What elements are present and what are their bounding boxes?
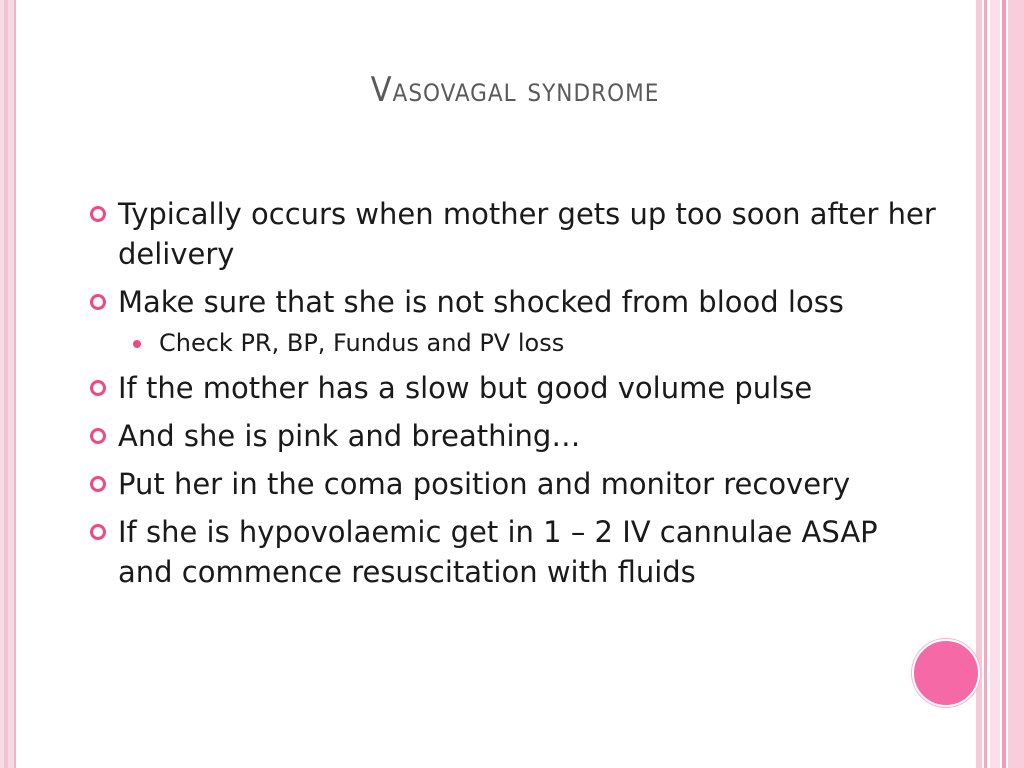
slide-title: Vasovagal syndrome — [370, 70, 660, 110]
bullet-item — [86, 194, 936, 274]
bullet-text: If she is hypovolaemic get in 1 – 2 IV cannulae ASAP and commence resuscitation with fluids — [118, 515, 878, 589]
left-border-line — [4, 0, 8, 768]
left-border-decoration — [0, 0, 16, 768]
stripe — [984, 0, 987, 768]
bullet-text: If the mother has a slow but good volume pulse — [118, 371, 813, 405]
stripe — [1008, 0, 1024, 768]
bullet-ring-icon — [90, 206, 106, 222]
bullet-item — [86, 464, 936, 504]
bullet-item — [86, 512, 936, 592]
stripe — [990, 0, 1000, 768]
bullet-dot-icon — [133, 340, 141, 348]
bullet-text: And she is pink and breathing… — [118, 419, 581, 453]
bullet-item — [86, 368, 936, 408]
bullet-ring-icon — [90, 524, 106, 540]
bullet-ring-icon — [90, 380, 106, 396]
sub-bullet-text: Check PR, BP, Fundus and PV loss — [159, 329, 565, 357]
bullet-ring-icon — [90, 476, 106, 492]
decorative-circle-icon — [912, 639, 980, 707]
bullet-ring-icon — [90, 294, 106, 310]
bullet-item — [86, 282, 936, 322]
right-stripes-decoration — [976, 0, 1024, 768]
bullet-text: Make sure that she is not shocked from blood loss — [118, 285, 844, 319]
bullet-text: Typically occurs when mother gets up too soon after her delivery — [118, 197, 936, 271]
bullet-ring-icon — [90, 428, 106, 444]
sub-bullet-item — [86, 326, 936, 360]
bullet-item — [86, 416, 936, 456]
bullet-text: Put her in the coma position and monitor recovery — [118, 467, 851, 501]
stripe — [976, 0, 982, 768]
stripe — [1002, 0, 1006, 768]
bullet-list — [86, 194, 936, 600]
